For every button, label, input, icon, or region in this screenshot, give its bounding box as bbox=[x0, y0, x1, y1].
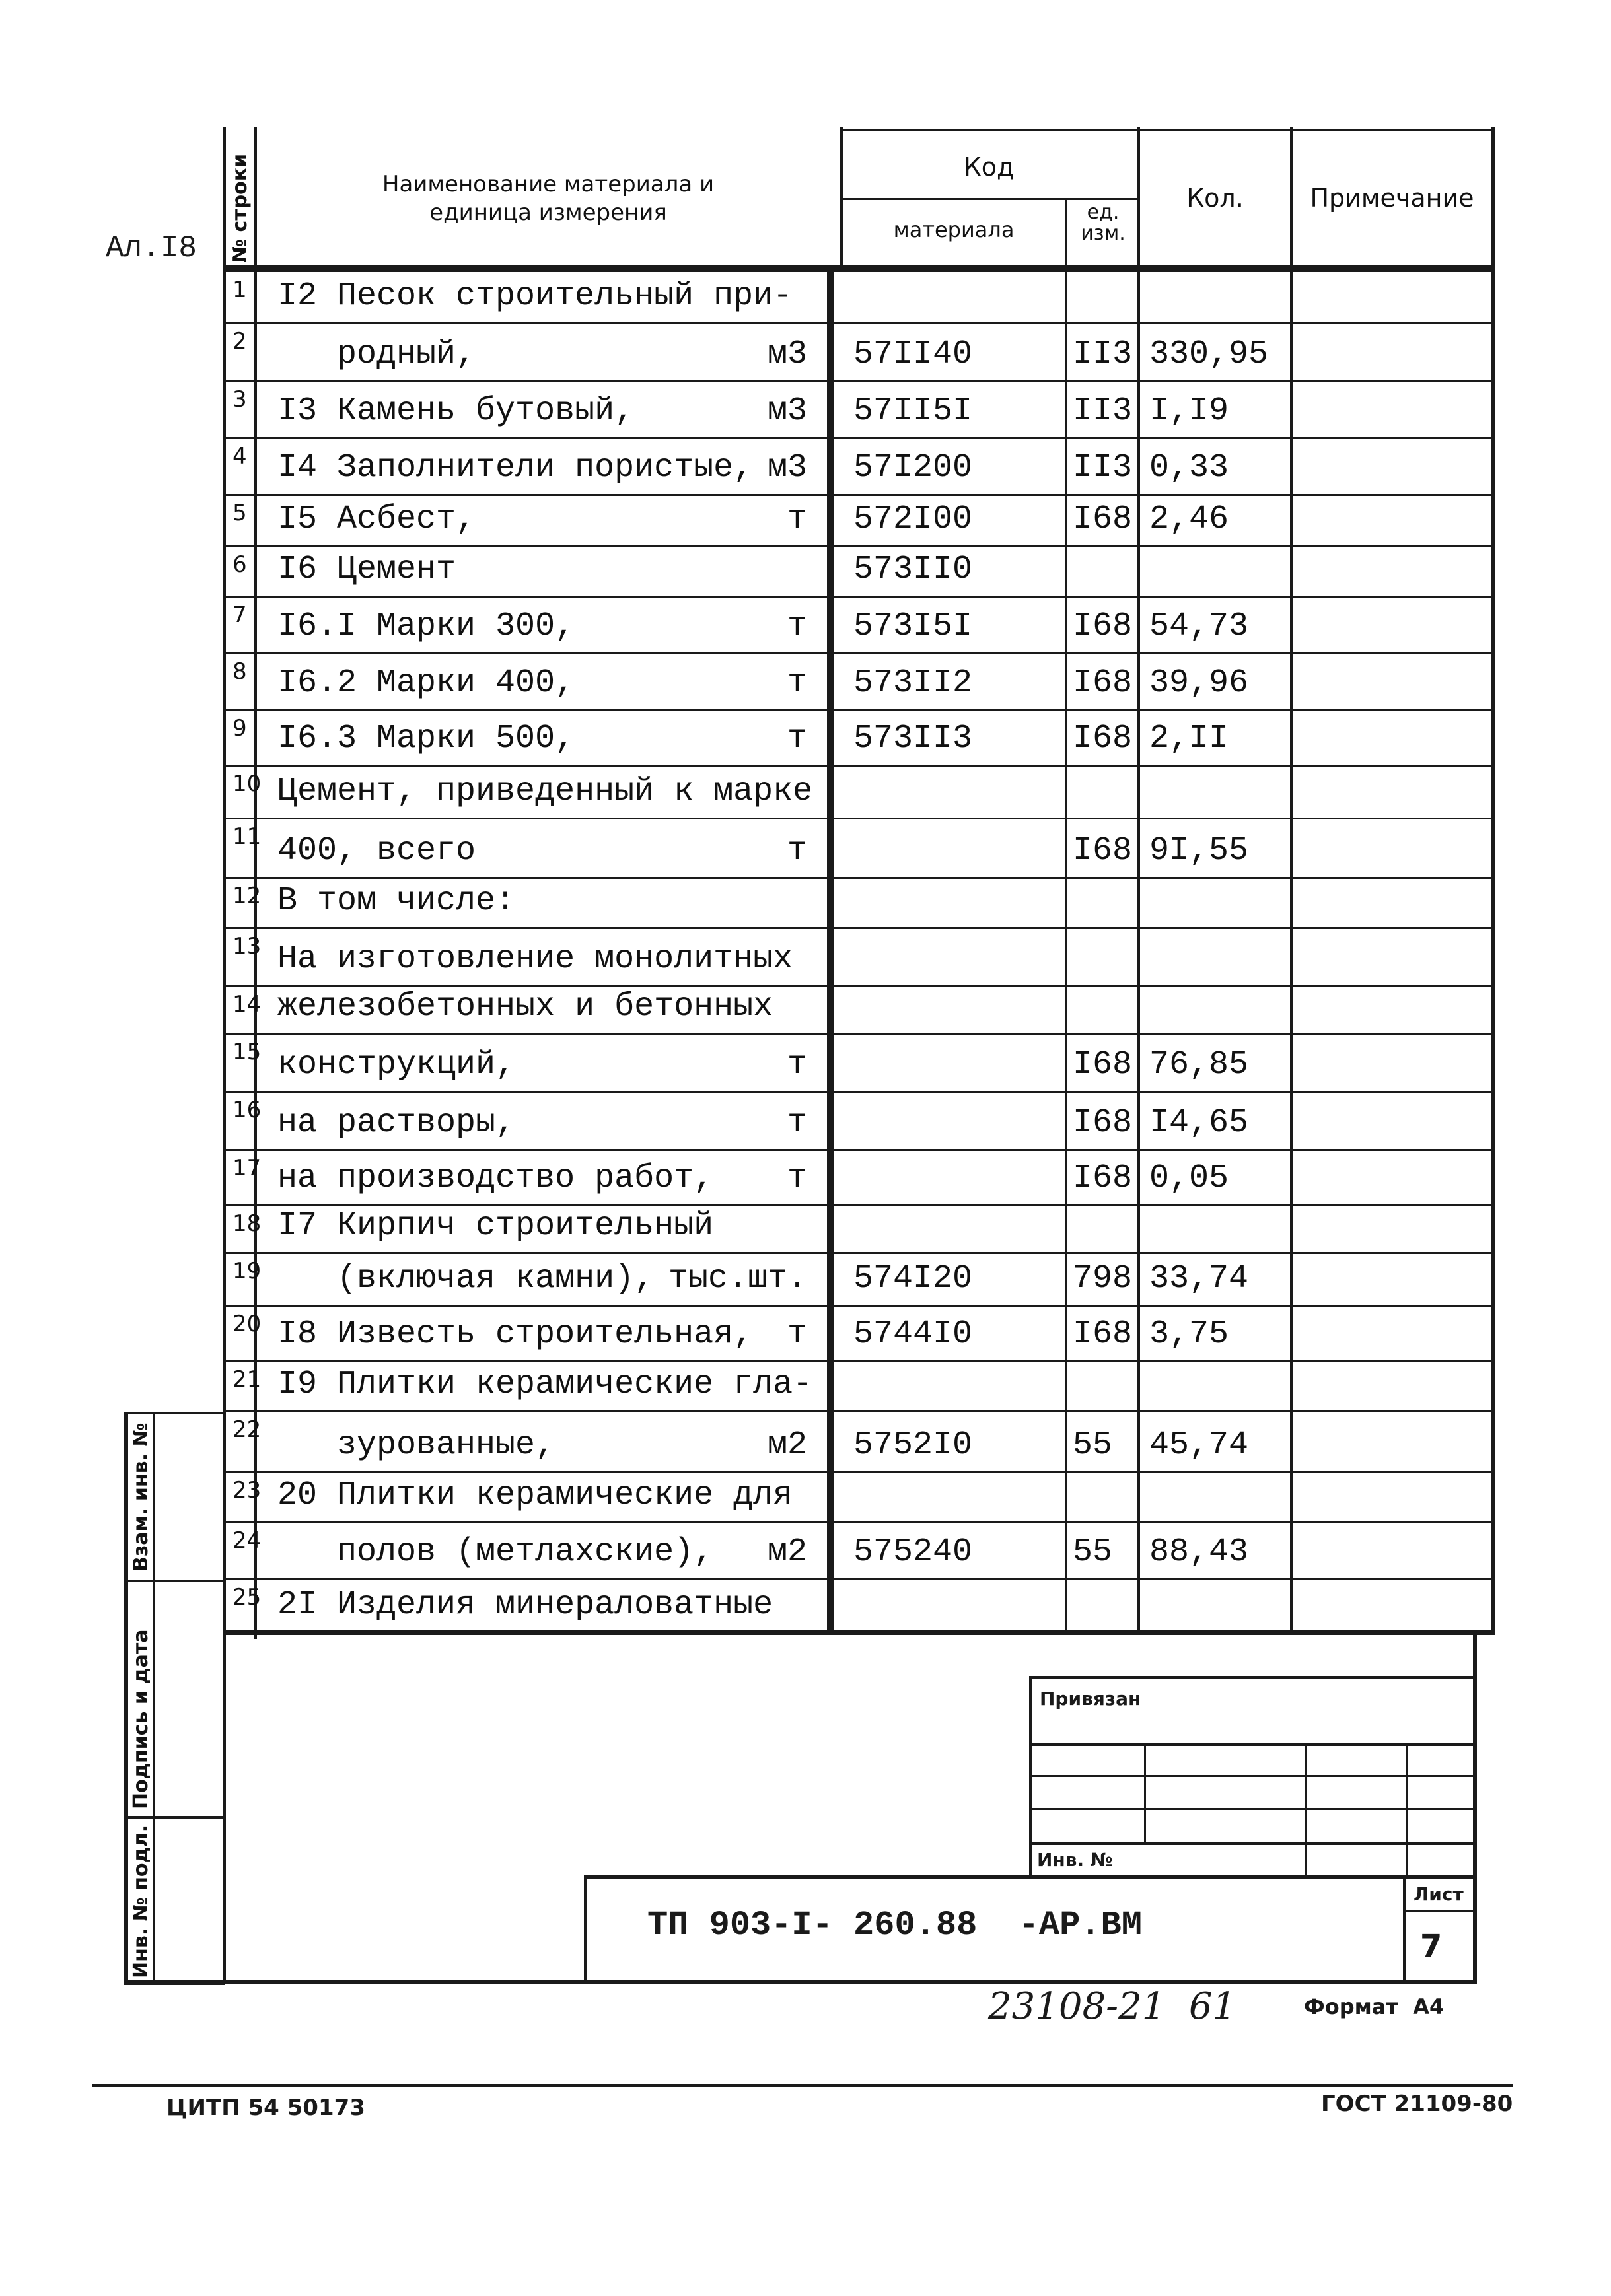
privyazan-row-2 bbox=[1030, 1775, 1476, 1777]
material-code: 573II3 bbox=[853, 720, 973, 757]
footer-left: ЦИТП 54 50173 bbox=[166, 2095, 365, 2121]
privyazan-row-3 bbox=[1030, 1808, 1476, 1810]
row-number: 23 bbox=[233, 1477, 262, 1504]
row-number: 11 bbox=[233, 823, 262, 850]
unit-name: т bbox=[787, 608, 807, 645]
material-name: зурованные, bbox=[277, 1426, 555, 1464]
row-number: 7 bbox=[233, 602, 247, 628]
list-box-left bbox=[1403, 1875, 1406, 1982]
stamp-sep-2 bbox=[124, 1816, 225, 1819]
row-number: 1 bbox=[233, 277, 247, 303]
privyazan-box-top bbox=[1030, 1676, 1476, 1679]
quantity: 45,74 bbox=[1149, 1426, 1249, 1464]
material-code: 57II40 bbox=[853, 335, 973, 373]
row-separator bbox=[223, 1033, 1494, 1035]
unit-code: I68 bbox=[1073, 720, 1133, 757]
quantity: 39,96 bbox=[1149, 664, 1249, 702]
row-separator bbox=[223, 652, 1494, 654]
material-name: I2 Песок строительный при- bbox=[277, 277, 793, 315]
row-separator bbox=[223, 818, 1494, 819]
material-name: I7 Кирпич строительный bbox=[277, 1207, 714, 1245]
row-number: 13 bbox=[233, 933, 262, 959]
stamp-top-line bbox=[124, 1412, 225, 1414]
privyazan-label: Привязан bbox=[1040, 1688, 1141, 1710]
unit-code: 798 bbox=[1073, 1260, 1133, 1298]
row-separator bbox=[223, 596, 1494, 598]
material-code: 57I200 bbox=[853, 449, 973, 487]
material-name: I6.3 Марки 500, bbox=[277, 720, 575, 757]
row-separator bbox=[223, 1360, 1494, 1362]
row-number: 15 bbox=[233, 1039, 262, 1065]
row-separator bbox=[223, 494, 1494, 496]
privyazan-box-left bbox=[1029, 1676, 1032, 1878]
header-code-material: материала bbox=[893, 217, 1015, 242]
row-separator bbox=[223, 380, 1494, 382]
material-name: I5 Асбест, bbox=[277, 501, 476, 538]
unit-name: т bbox=[787, 664, 807, 702]
quantity: 54,73 bbox=[1149, 608, 1249, 645]
table-bottom-line bbox=[223, 1630, 1495, 1635]
doc-code-box-top bbox=[584, 1875, 1476, 1879]
unit-name: т bbox=[787, 720, 807, 757]
privyazan-col-1 bbox=[1144, 1743, 1146, 1842]
unit-name: т bbox=[787, 832, 807, 870]
table-border-right bbox=[1491, 127, 1495, 1632]
material-name: I6.2 Марки 400, bbox=[277, 664, 575, 702]
unit-code: I68 bbox=[1073, 1046, 1133, 1084]
unit-code: I68 bbox=[1073, 664, 1133, 702]
quantity: 9I,55 bbox=[1149, 832, 1249, 870]
unit-code: I68 bbox=[1073, 832, 1133, 870]
header-code-unit: ед. изм. bbox=[1081, 201, 1126, 245]
row-number: 25 bbox=[233, 1584, 262, 1611]
material-name: конструкций, bbox=[277, 1046, 516, 1084]
row-separator bbox=[223, 322, 1494, 324]
stamp-podpis: Подпись и дата bbox=[129, 1629, 153, 1809]
row-separator bbox=[223, 545, 1494, 547]
row-separator bbox=[223, 985, 1494, 987]
unit-code: I68 bbox=[1073, 501, 1133, 538]
privyazan-col-3 bbox=[1406, 1743, 1408, 1878]
format-label: Формат А4 bbox=[1304, 1994, 1445, 2019]
inv-no-label: Инв. № bbox=[1037, 1849, 1113, 1871]
quantity: I4,65 bbox=[1149, 1104, 1249, 1142]
material-name: Цемент, приведенный к марке bbox=[277, 773, 813, 810]
material-name: I6 Цемент bbox=[277, 551, 456, 588]
unit-code: I68 bbox=[1073, 608, 1133, 645]
row-number: 9 bbox=[233, 715, 247, 742]
row-separator bbox=[223, 437, 1494, 439]
material-name: На изготовление монолитных bbox=[277, 940, 793, 978]
unit-name: м3 bbox=[767, 335, 807, 373]
privyazan-row-4 bbox=[1030, 1842, 1476, 1845]
unit-code: II3 bbox=[1073, 449, 1133, 487]
row-number: 16 bbox=[233, 1097, 262, 1123]
table-border-left bbox=[223, 127, 226, 1982]
qty-note-divider bbox=[1290, 127, 1293, 1632]
header-name: Наименование материала и единица измерения bbox=[382, 171, 715, 226]
footer-line bbox=[92, 2084, 1513, 2087]
row-separator bbox=[223, 877, 1494, 879]
unit-code: I68 bbox=[1073, 1160, 1133, 1197]
material-code: 5752I0 bbox=[853, 1426, 973, 1464]
header-note: Примечание bbox=[1310, 184, 1474, 213]
row-number: 2 bbox=[233, 328, 247, 355]
unit-code: I68 bbox=[1073, 1104, 1133, 1142]
row-number: 5 bbox=[233, 500, 247, 526]
unit-name: м2 bbox=[767, 1533, 807, 1571]
material-name: I6.I Марки 300, bbox=[277, 608, 575, 645]
quantity: 0,05 bbox=[1149, 1160, 1229, 1197]
row-number: 6 bbox=[233, 551, 247, 578]
row-number: 4 bbox=[233, 443, 247, 470]
material-code: 57II5I bbox=[853, 392, 973, 430]
material-code: 5744I0 bbox=[853, 1315, 973, 1353]
privyazan-col-2 bbox=[1305, 1743, 1307, 1878]
privyazan-row-1 bbox=[1030, 1743, 1476, 1746]
row-number: 24 bbox=[233, 1527, 262, 1554]
row-separator bbox=[223, 1252, 1494, 1254]
row-separator bbox=[223, 1521, 1494, 1523]
row-number: 17 bbox=[233, 1155, 262, 1181]
row-separator bbox=[223, 1091, 1494, 1093]
name-code-divider-bold bbox=[827, 269, 834, 1632]
material-code: 574I20 bbox=[853, 1260, 973, 1298]
sheet-label: Ал.I8 bbox=[106, 231, 197, 265]
unit-code: I68 bbox=[1073, 1315, 1133, 1353]
quantity: 33,74 bbox=[1149, 1260, 1249, 1298]
row-number: 8 bbox=[233, 658, 247, 685]
material-name: на растворы, bbox=[277, 1104, 516, 1142]
material-name: железобетонных и бетонных bbox=[277, 988, 773, 1026]
stamp-border-left bbox=[124, 1412, 128, 1984]
row-number: 3 bbox=[233, 386, 247, 413]
row-separator bbox=[223, 1471, 1494, 1473]
list-box-divider bbox=[1406, 1910, 1476, 1912]
material-name: на производство работ, bbox=[277, 1160, 714, 1197]
material-name: (включая камни), bbox=[277, 1260, 655, 1298]
quantity: 2,46 bbox=[1149, 501, 1229, 538]
row-number: 20 bbox=[233, 1311, 262, 1337]
row-separator bbox=[223, 1578, 1494, 1580]
quantity: 330,95 bbox=[1149, 335, 1269, 373]
material-code: 573II2 bbox=[853, 664, 973, 702]
material-name: I4 Заполнители пористые, bbox=[277, 449, 754, 487]
unit-qty-divider bbox=[1137, 127, 1140, 1632]
titleblock-bottom bbox=[124, 1980, 1477, 1984]
material-code: 575240 bbox=[853, 1533, 973, 1571]
row-number: 19 bbox=[233, 1258, 262, 1284]
row-separator bbox=[223, 1204, 1494, 1206]
material-code: 573II0 bbox=[853, 551, 973, 588]
row-number: 10 bbox=[233, 771, 262, 797]
stamp-divider bbox=[153, 1412, 155, 1984]
row-number: 14 bbox=[233, 991, 262, 1018]
quantity: 88,43 bbox=[1149, 1533, 1249, 1571]
header-row-number: № строки bbox=[229, 153, 252, 263]
material-name: родный, bbox=[277, 335, 476, 373]
list-label: Лист bbox=[1414, 1883, 1464, 1905]
unit-name: т bbox=[787, 1046, 807, 1084]
material-name: 20 Плитки керамические для bbox=[277, 1477, 793, 1514]
row-separator bbox=[223, 765, 1494, 767]
unit-name: м3 bbox=[767, 449, 807, 487]
header-bottom-line bbox=[223, 265, 1495, 272]
document-code: ТП 903-I- 260.88 -АР.ВМ bbox=[647, 1906, 1142, 1945]
doc-code-box-left bbox=[584, 1875, 587, 1982]
unit-code: 55 bbox=[1073, 1533, 1113, 1571]
unit-name: м3 bbox=[767, 392, 807, 430]
header-quantity: Кол. bbox=[1186, 184, 1244, 213]
stamp-sep-1 bbox=[124, 1580, 225, 1582]
unit-code: II3 bbox=[1073, 335, 1133, 373]
material-name: I8 Известь строительная, bbox=[277, 1315, 754, 1353]
code-subheader-line bbox=[840, 198, 1140, 200]
handwritten-number: 23108-21 61 bbox=[988, 1985, 1236, 2028]
material-name: 400, всего bbox=[277, 832, 476, 870]
quantity: 2,II bbox=[1149, 720, 1229, 757]
row-number: 18 bbox=[233, 1210, 262, 1237]
material-name: полов (метлахские), bbox=[277, 1533, 714, 1571]
material-name: I9 Плитки керамические гла- bbox=[277, 1366, 813, 1403]
unit-code: II3 bbox=[1073, 392, 1133, 430]
quantity: 3,75 bbox=[1149, 1315, 1229, 1353]
unit-name: т bbox=[787, 501, 807, 538]
material-name: В том числе: bbox=[277, 882, 516, 920]
material-code: 573I5I bbox=[853, 608, 973, 645]
stamp-vzam: Взам. инв. № bbox=[129, 1422, 153, 1572]
material-code: 572I00 bbox=[853, 501, 973, 538]
list-number: 7 bbox=[1420, 1928, 1443, 1965]
unit-name: тыс.шт. bbox=[668, 1260, 807, 1298]
row-separator bbox=[223, 1410, 1494, 1412]
row-separator bbox=[223, 1149, 1494, 1151]
unit-name: м2 bbox=[767, 1426, 807, 1464]
quantity: I,I9 bbox=[1149, 392, 1229, 430]
header-code: Код bbox=[963, 153, 1015, 182]
stamp-inv-podl: Инв. № подл. bbox=[129, 1825, 153, 1978]
row-number: 21 bbox=[233, 1366, 262, 1393]
row-separator bbox=[223, 927, 1494, 929]
unit-name: т bbox=[787, 1315, 807, 1353]
row-separator bbox=[223, 709, 1494, 711]
unit-name: т bbox=[787, 1104, 807, 1142]
material-name: I3 Камень бутовый, bbox=[277, 392, 635, 430]
code-unit-divider bbox=[1065, 198, 1067, 1632]
quantity: 0,33 bbox=[1149, 449, 1229, 487]
row-number: 22 bbox=[233, 1416, 262, 1443]
unit-name: т bbox=[787, 1160, 807, 1197]
material-name: 2I Изделия минераловатные bbox=[277, 1586, 773, 1624]
header-top-line bbox=[840, 129, 1494, 131]
unit-code: 55 bbox=[1073, 1426, 1113, 1464]
row-separator bbox=[223, 1305, 1494, 1307]
quantity: 76,85 bbox=[1149, 1046, 1249, 1084]
footer-right: ГОСТ 21109-80 bbox=[1321, 2091, 1513, 2117]
row-number: 12 bbox=[233, 883, 262, 909]
